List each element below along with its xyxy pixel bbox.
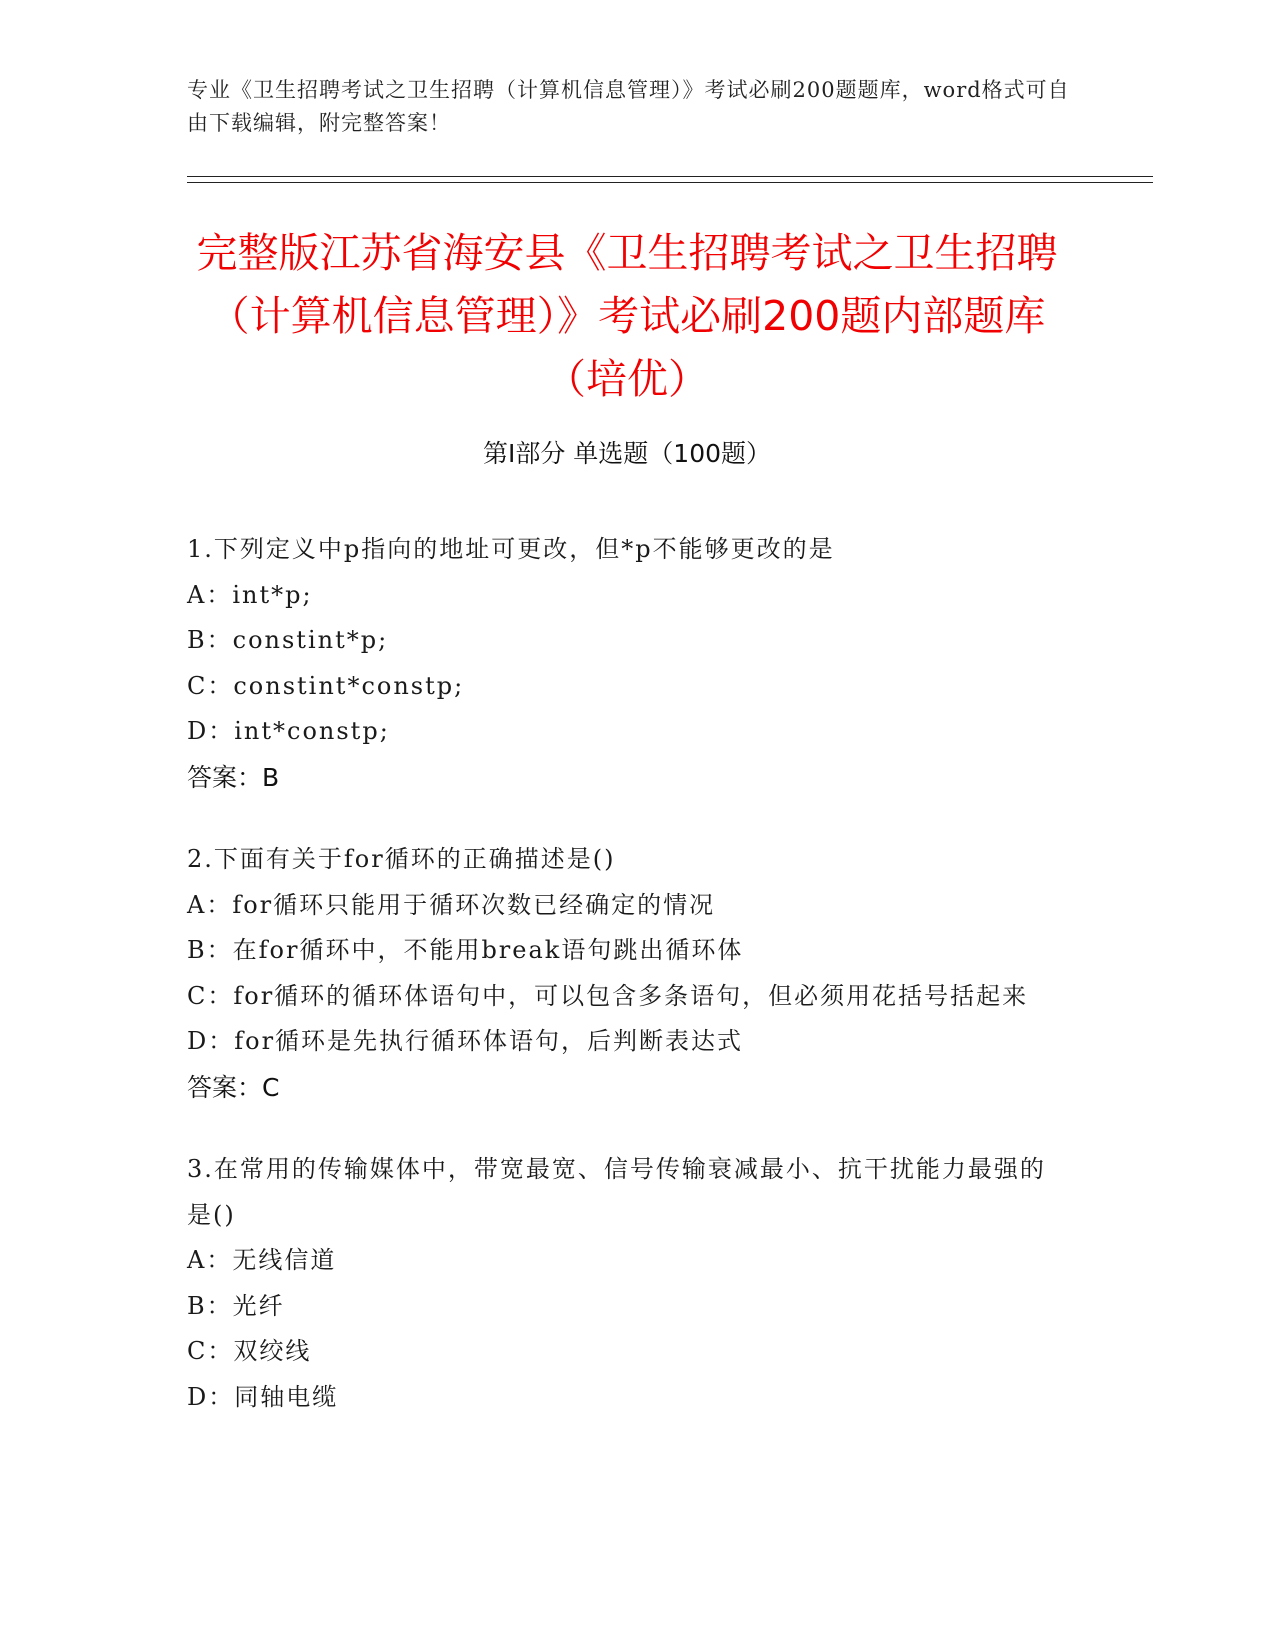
- question-list: [187, 527, 1067, 1457]
- question-stem: 1.下列定义中p指向的地址可更改，但*p不能够更改的是: [187, 535, 835, 563]
- header-divider-top: [187, 176, 1153, 177]
- header-divider-bottom: [187, 182, 1153, 183]
- option-d: D：int*constp;: [187, 717, 390, 745]
- option-b: B：constint*p;: [187, 626, 389, 654]
- question-stem: 2.下面有关于for循环的正确描述是(): [187, 845, 616, 873]
- option-a: A：无线信道: [187, 1246, 337, 1274]
- question-stem: 3.在常用的传输媒体中，带宽最宽、信号传输衰减最小、抗干扰能力最强的是(): [187, 1155, 1046, 1229]
- question-2: [187, 837, 1067, 1110]
- option-c: C：双绞线: [187, 1337, 312, 1365]
- option-b: B：光纤: [187, 1291, 285, 1320]
- option-d: D：for循环是先执行循环体语句，后判断表达式: [187, 1027, 744, 1055]
- answer: 答案：C: [187, 1072, 280, 1102]
- option-a: A：for循环只能用于循环次数已经确定的情况: [187, 890, 716, 919]
- option-a: A：int*p;: [187, 580, 313, 609]
- document-title: 完整版江苏省海安县《卫生招聘考试之卫生招聘（计算机信息管理）》考试必刷200题内部题库（培优）: [196, 229, 1058, 403]
- header-note: 专业《卫生招聘考试之卫生招聘（计算机信息管理）》考试必刷200题题库，word格式可自由下载编辑，附完整答案！: [187, 78, 1070, 135]
- option-c: C：for循环的循环体语句中，可以包含多条语句，但必须用花括号括起来: [187, 981, 1029, 1010]
- question-3: [187, 1147, 1067, 1420]
- option-b: B：在for循环中，不能用break语句跳出循环体: [187, 936, 744, 964]
- section-title: 第Ⅰ部分 单选题（100题）: [482, 439, 772, 468]
- question-1: [187, 527, 1067, 800]
- answer: 答案：B: [187, 762, 280, 792]
- option-c: C：constint*constp;: [187, 671, 465, 700]
- option-d: D：同轴电缆: [187, 1382, 339, 1411]
